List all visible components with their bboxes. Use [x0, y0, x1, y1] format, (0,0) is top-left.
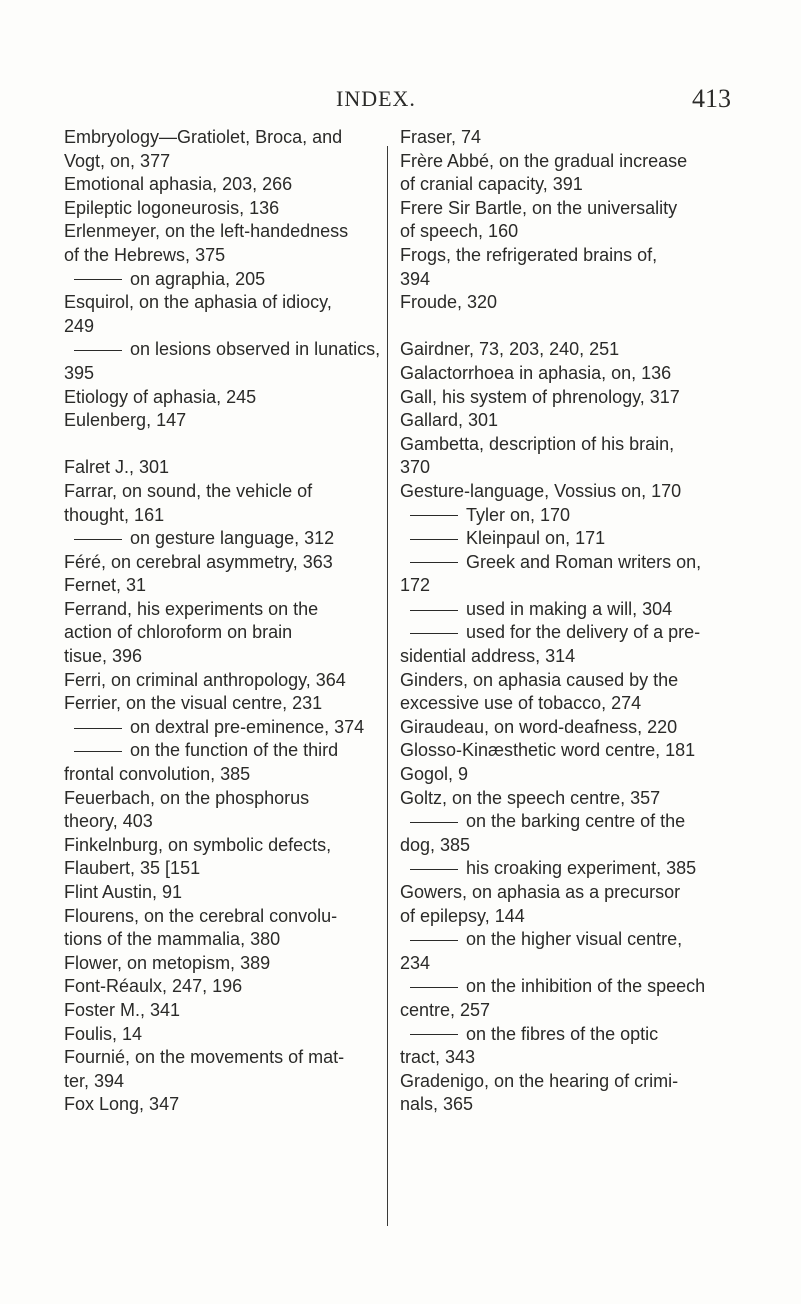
index-entry-line: 249 — [64, 315, 95, 336]
index-entry-line — [426, 810, 720, 834]
index-entry-line: thought, 161 — [64, 504, 165, 525]
index-entry — [64, 220, 382, 267]
index-entry — [400, 126, 720, 150]
index-entry-line: Foulis, 14 — [64, 1023, 143, 1044]
index-subentry — [64, 739, 382, 786]
index-entry-line: of the Hebrews, 375 — [64, 244, 226, 265]
index-entry-line — [90, 338, 382, 362]
index-entry — [400, 291, 720, 315]
index-entry-line: Ferri, on criminal anthropology, 364 — [64, 669, 346, 690]
running-title: INDEX. — [336, 86, 416, 111]
index-entry-text: Greek and Roman writers on, — [466, 551, 702, 572]
index-entry-line: Fernet, 31 — [64, 575, 147, 596]
index-entry-line — [426, 527, 720, 551]
index-entry — [64, 669, 382, 693]
index-entry — [400, 197, 720, 244]
index-entry — [64, 480, 382, 527]
index-entry — [400, 433, 720, 480]
index-entry-line: Erlenmeyer, on the left-handedness — [64, 221, 349, 242]
index-subentry — [400, 551, 720, 598]
index-entry-line: centre, 257 — [400, 999, 491, 1020]
index-entry-line: Epileptic logoneurosis, 136 — [64, 197, 280, 218]
index-entry-line — [426, 1023, 720, 1047]
index-entry-line: Font-Réaulx, 247, 196 — [64, 976, 243, 997]
index-entry — [64, 1023, 382, 1047]
index-entry-text: Tyler on, 170 — [466, 504, 571, 525]
index-entry-line: Gallard, 301 — [400, 410, 499, 431]
index-column-right — [400, 126, 720, 1117]
index-entry — [64, 999, 382, 1023]
index-entry-text: on the fibres of the optic — [466, 1023, 659, 1044]
index-entry-line: Flaubert, 35 [151 — [64, 858, 201, 879]
index-entry-line: Farrar, on sound, the vehicle of — [64, 480, 313, 501]
index-entry — [400, 739, 720, 763]
ditto-dash — [410, 515, 458, 516]
ditto-dash — [74, 279, 122, 280]
index-entry-line: dog, 385 — [400, 834, 471, 855]
index-entry-text: his croaking experiment, 385 — [466, 858, 697, 879]
index-entry-line: Eulenberg, 147 — [64, 410, 187, 431]
index-entry-text: on lesions observed in lunatics, — [130, 339, 381, 360]
index-entry-line: tions of the mammalia, 380 — [64, 929, 281, 950]
index-subentry — [400, 857, 720, 881]
index-entry-text: on the higher visual centre, — [466, 929, 683, 950]
index-entry-line: tract, 343 — [400, 1047, 476, 1068]
index-entry-line: Flourens, on the cerebral convolu- — [64, 905, 338, 926]
index-subentry — [400, 810, 720, 857]
ditto-dash — [410, 822, 458, 823]
index-entry-line: Galactorrhoea in aphasia, on, 136 — [400, 362, 672, 383]
letter-section-gap — [400, 315, 720, 339]
index-subentry — [400, 621, 720, 668]
index-entry-line: Giraudeau, on word-deafness, 220 — [400, 716, 678, 737]
index-entry-line: Fraser, 74 — [400, 127, 482, 147]
index-subentry — [64, 268, 382, 292]
ditto-dash — [74, 751, 122, 752]
ditto-dash — [74, 350, 122, 351]
index-entry-line: Emotional aphasia, 203, 266 — [64, 174, 293, 195]
index-entry — [64, 197, 382, 221]
index-entry-line — [426, 504, 720, 528]
index-entry-line: 395 — [64, 362, 95, 383]
index-entry-line: Ginders, on aphasia caused by the — [400, 669, 679, 690]
index-entry-line — [426, 928, 720, 952]
index-entry-line: excessive use of tobacco, 274 — [400, 693, 642, 714]
index-entry-line — [426, 598, 720, 622]
index-entry-line: Féré, on cerebral asymmetry, 363 — [64, 551, 333, 572]
index-subentry — [400, 598, 720, 622]
index-entry-line: Feuerbach, on the phosphorus — [64, 787, 310, 808]
index-entry — [64, 1093, 382, 1117]
index-entry — [64, 1046, 382, 1093]
index-entry-line — [426, 975, 720, 999]
index-entry-text: on the inhibition of the speech — [466, 976, 706, 997]
index-entry-line: of speech, 160 — [400, 221, 519, 242]
index-entry-line: Ferrier, on the visual centre, 231 — [64, 693, 323, 714]
index-entry-line: Etiology of aphasia, 245 — [64, 386, 257, 407]
index-entry-line: Esquirol, on the aphasia of idiocy, — [64, 292, 332, 313]
index-entry-text: used for the delivery of a pre- — [466, 622, 701, 643]
index-entry — [400, 1070, 720, 1117]
index-entry-text: Kleinpaul on, 171 — [466, 528, 606, 549]
index-entry — [64, 551, 382, 575]
index-subentry — [400, 504, 720, 528]
index-entry-line: sidential address, 314 — [400, 646, 576, 667]
letter-section-gap — [64, 433, 382, 457]
index-entry-text: on the barking centre of the — [466, 811, 686, 832]
index-entry — [64, 975, 382, 999]
index-subentry — [400, 928, 720, 975]
index-entry-text: on gesture language, 312 — [130, 528, 335, 549]
index-entry-line — [90, 716, 382, 740]
index-entry — [64, 173, 382, 197]
index-entry — [64, 787, 382, 834]
index-entry-line: Frogs, the refrigerated brains of, — [400, 244, 658, 265]
index-entry-line: Fox Long, 347 — [64, 1094, 180, 1115]
index-entry-line: Froude, 320 — [400, 292, 498, 313]
index-entry-line: tisue, 396 — [64, 646, 143, 667]
index-entry-line — [426, 621, 720, 645]
index-entry — [400, 763, 720, 787]
index-entry — [400, 480, 720, 504]
index-entry — [64, 126, 382, 173]
index-entry — [64, 598, 382, 669]
index-entry-line: Frere Sir Bartle, on the universality — [400, 197, 678, 218]
index-entry-line: Gradenigo, on the hearing of crimi- — [400, 1070, 679, 1091]
ditto-dash — [410, 869, 458, 870]
ditto-dash — [74, 728, 122, 729]
index-entry — [64, 857, 382, 881]
index-entry-line: Gall, his system of phrenology, 317 — [400, 386, 680, 407]
index-entry-line: of epilepsy, 144 — [400, 905, 525, 926]
index-entry — [400, 669, 720, 716]
index-entry-line: Falret J., 301 — [64, 457, 170, 478]
index-entry — [400, 362, 720, 386]
index-entry-line: of cranial capacity, 391 — [400, 174, 583, 195]
index-subentry — [400, 1023, 720, 1070]
index-entry-line: Finkelnburg, on symbolic defects, — [64, 834, 332, 855]
index-subentry — [64, 527, 382, 551]
index-subentry — [400, 527, 720, 551]
index-entry — [400, 716, 720, 740]
index-entry-line — [426, 857, 720, 881]
index-entry-line: 234 — [400, 952, 431, 973]
index-entry — [400, 244, 720, 291]
index-entry — [64, 905, 382, 952]
index-entry — [400, 386, 720, 410]
index-entry-line: Gesture-language, Vossius on, 170 — [400, 480, 682, 501]
index-entry — [400, 787, 720, 811]
index-entry-line: 394 — [400, 268, 431, 289]
index-entry-text: on the function of the third — [130, 740, 339, 761]
index-entry-line: Flower, on metopism, 389 — [64, 952, 271, 973]
index-entry — [64, 574, 382, 598]
index-entry-line: 370 — [400, 457, 431, 478]
ditto-dash — [74, 539, 122, 540]
index-entry — [64, 409, 382, 433]
index-entry-line: theory, 403 — [64, 811, 153, 832]
index-entry-line: Frère Abbé, on the gradual increase — [400, 150, 688, 171]
index-entry-text: on dextral pre-eminence, 374 — [130, 716, 365, 737]
index-entry — [64, 456, 382, 480]
index-entry-line: Foster M., 341 — [64, 999, 181, 1020]
index-entry-line: nals, 365 — [400, 1094, 474, 1115]
index-entry-text: used in making a will, 304 — [466, 598, 673, 619]
index-entry-line: Gogol, 9 — [400, 764, 469, 785]
index-entry-line — [426, 551, 720, 575]
ditto-dash — [410, 610, 458, 611]
index-entry-line: Flint Austin, 91 — [64, 882, 183, 902]
index-entry — [64, 386, 382, 410]
index-entry-line: Embryology—Gratiolet, Broca, and — [64, 127, 343, 147]
index-entry-line: Gowers, on aphasia as a precursor — [400, 882, 681, 902]
index-entry-line: Glosso-Kinæsthetic word centre, 181 — [400, 740, 696, 761]
ditto-dash — [410, 1034, 458, 1035]
index-column-left — [64, 126, 382, 1117]
index-entry-line: ter, 394 — [64, 1070, 125, 1091]
index-entry — [64, 692, 382, 716]
page-header — [0, 86, 801, 118]
index-subentry — [64, 338, 382, 385]
ditto-dash — [410, 562, 458, 563]
index-entry — [400, 150, 720, 197]
index-entry-line: Gambetta, description of his brain, — [400, 433, 675, 454]
index-entry-line: Ferrand, his experiments on the — [64, 598, 319, 619]
ditto-dash — [410, 539, 458, 540]
index-entry — [400, 881, 720, 928]
index-entry-line — [90, 739, 382, 763]
index-subentry — [400, 975, 720, 1022]
index-subentry — [64, 716, 382, 740]
index-entry — [64, 881, 382, 905]
index-entry-line: Goltz, on the speech centre, 357 — [400, 787, 661, 808]
index-entry-line — [90, 527, 382, 551]
index-entry — [64, 952, 382, 976]
ditto-dash — [410, 633, 458, 634]
index-entry-line: Gairdner, 73, 203, 240, 251 — [400, 339, 620, 360]
index-entry-line: frontal convolution, 385 — [64, 764, 251, 785]
index-entry — [400, 338, 720, 362]
index-entry — [64, 834, 382, 858]
index-entry-line — [90, 268, 382, 292]
index-entry — [400, 409, 720, 433]
index-entry-line: Fournié, on the movements of mat- — [64, 1047, 345, 1068]
ditto-dash — [410, 940, 458, 941]
ditto-dash — [410, 987, 458, 988]
column-divider — [387, 146, 388, 1226]
index-entry-text: on agraphia, 205 — [130, 268, 266, 289]
index-entry-line: Vogt, on, 377 — [64, 150, 171, 171]
index-entry-line: 172 — [400, 575, 431, 596]
page-number: 413 — [692, 84, 731, 113]
index-entry — [64, 291, 382, 338]
index-entry-line: action of chloroform on brain — [64, 622, 293, 643]
